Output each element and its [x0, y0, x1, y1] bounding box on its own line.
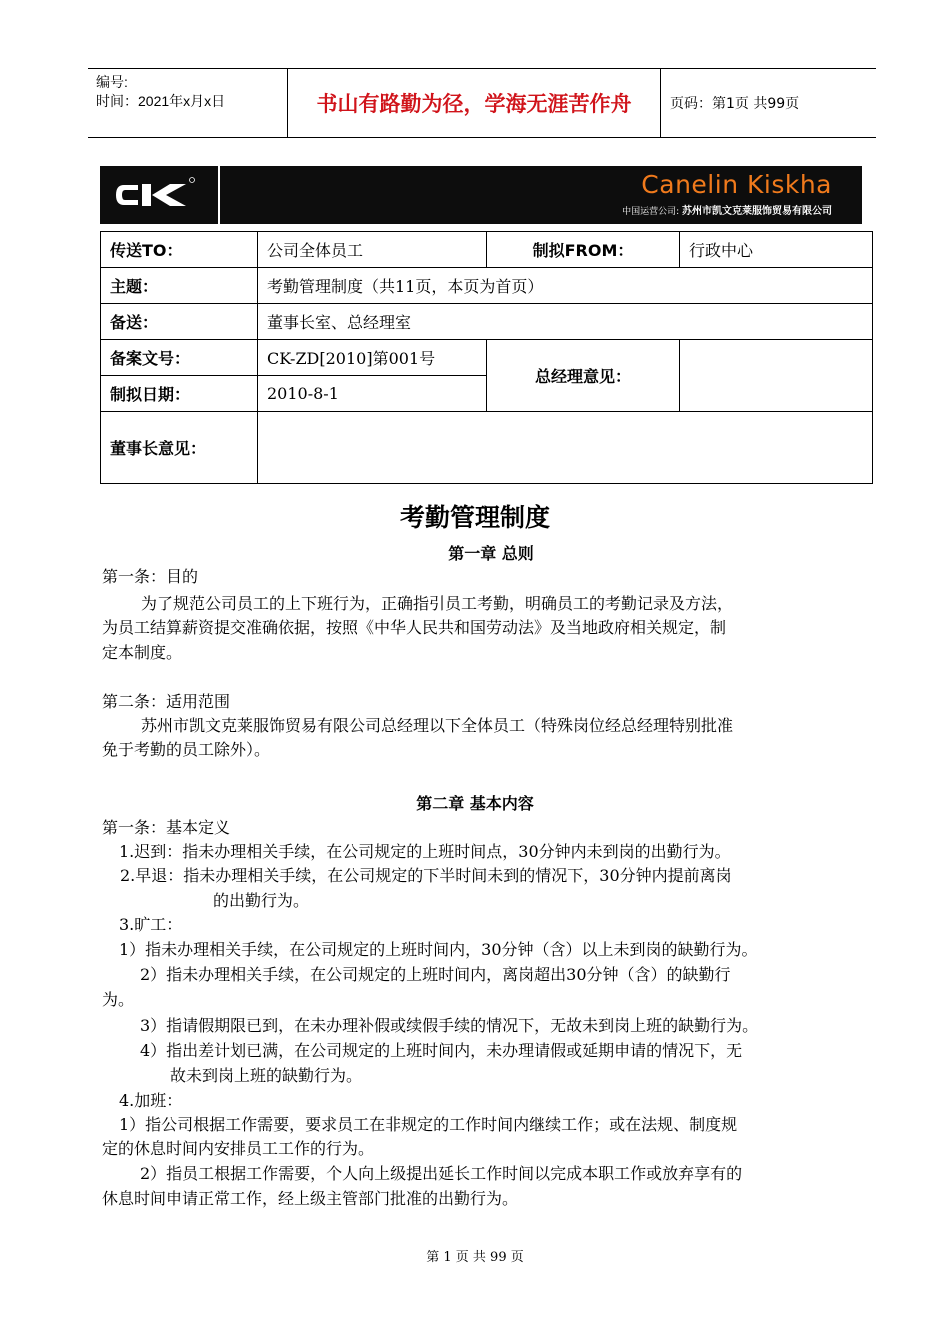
chairman-value: [258, 412, 873, 484]
list-item: 4）指出差计划已满，在公司规定的上班时间内，未办理请假或延期申请的情况下，无: [140, 1041, 743, 1060]
serial-label: 编号:: [96, 74, 128, 90]
paragraph-line: 免于考勤的员工除外）。: [102, 740, 271, 759]
paragraph-line: 为员工结算薪资提交准确依据，按照《中华人民共和国劳动法》及当地政府相关规定，制: [102, 618, 727, 637]
brand-name: Canelin Kiskha: [641, 170, 832, 199]
chairman-label: 董事长意见：: [101, 412, 258, 484]
date-label: 时间：2021年x月x日: [96, 93, 226, 109]
definition-late: 1.迟到：指未办理相关手续，在公司规定的上班时间点，30分钟内未到岗的出勤行为。: [119, 842, 731, 861]
article-title: 第一条：基本定义: [102, 818, 231, 837]
routing-form: [100, 231, 873, 484]
sub-company: 苏州市凯文克莱服饰贸易有限公司: [682, 206, 832, 217]
article-title: 第二条：适用范围: [102, 692, 231, 711]
sub-prefix: 中国运营公司:: [622, 207, 680, 217]
article-title: 第一条：目的: [102, 567, 199, 586]
cc-label: 备送：: [101, 304, 258, 340]
paragraph-line: 故未到岗上班的缺勤行为。: [170, 1066, 363, 1085]
paragraph-line: 苏州市凯文克莱服饰贸易有限公司总经理以下全体员工（特殊岗位经总经理特别批准: [141, 716, 734, 735]
definition-overtime: 4.加班：: [119, 1091, 183, 1110]
list-item: 2）指员工根据工作需要，个人向上级提出延长工作时间以完成本职工作或放弃享有的: [140, 1164, 743, 1183]
form-row: [101, 268, 873, 304]
to-label: 传送TO：: [101, 232, 258, 268]
page-footer: 第 1 页 共 99 页: [426, 1250, 524, 1265]
date-value: 2010-8-1: [258, 376, 487, 412]
chapter-2-heading: 第二章 基本内容: [416, 794, 534, 813]
from-label: 制拟FROM：: [487, 232, 680, 268]
page-header: [88, 68, 876, 138]
form-row: [101, 232, 873, 268]
ck-logo-icon: [100, 166, 218, 224]
paragraph-line: 的出勤行为。: [213, 891, 310, 910]
form-row: [101, 412, 873, 484]
paragraph-line: 为了规范公司员工的上下班行为，正确指引员工考勤，明确员工的考勤记录及方法，: [141, 594, 734, 613]
paragraph-line: 休息时间申请正常工作，经上级主管部门批准的出勤行为。: [102, 1189, 519, 1208]
definition-early: 2.早退：指未办理相关手续，在公司规定的下半时间未到的情况下，30分钟内提前离岗: [120, 866, 732, 885]
document-title: 考勤管理制度: [399, 503, 550, 532]
ck-logo: [100, 166, 220, 224]
chapter-1-heading: 第一章 总则: [448, 544, 534, 563]
file-no-value: CK-ZD[2010]第001号: [258, 340, 487, 376]
brand-subtitle: [622, 202, 832, 217]
list-item: 1）指未办理相关手续，在公司规定的上班时间内，30分钟（含）以上未到岗的缺勤行为。: [119, 940, 758, 959]
paragraph-line: 定的休息时间内安排员工工作的行为。: [102, 1139, 375, 1158]
definition-absent: 3.旷工：: [119, 915, 183, 934]
subject-value: 考勤管理制度（共11页，本页为首页）: [258, 268, 873, 304]
brand-banner: [100, 166, 862, 224]
page-info: 页码：第1页 共99页: [670, 96, 800, 112]
gm-opinion-value: [680, 340, 873, 412]
list-item: 3）指请假期限已到，在未办理补假或续假手续的情况下，无故未到岗上班的缺勤行为。: [140, 1016, 759, 1035]
date-label: 制拟日期：: [101, 376, 258, 412]
to-value: 公司全体员工: [258, 232, 487, 268]
header-meta: [96, 73, 225, 111]
paragraph-line: 定本制度。: [102, 643, 183, 662]
cc-value: 董事长室、总经理室: [258, 304, 873, 340]
from-value: 行政中心: [680, 232, 873, 268]
gm-opinion-label: 总经理意见：: [487, 340, 680, 412]
file-no-label: 备案文号：: [101, 340, 258, 376]
subject-label: 主题：: [101, 268, 258, 304]
form-row: [101, 340, 873, 376]
motto: 书山有路勤为径，学海无涯苦作舟: [287, 69, 661, 137]
list-item: 2）指未办理相关手续，在公司规定的上班时间内，离岗超出30分钟（含）的缺勤行: [140, 965, 731, 984]
paragraph-line: 为。: [102, 990, 135, 1009]
list-item: 1）指公司根据工作需要，要求员工在非规定的工作时间内继续工作；或在法规、制度规: [119, 1115, 738, 1134]
form-row: [101, 304, 873, 340]
